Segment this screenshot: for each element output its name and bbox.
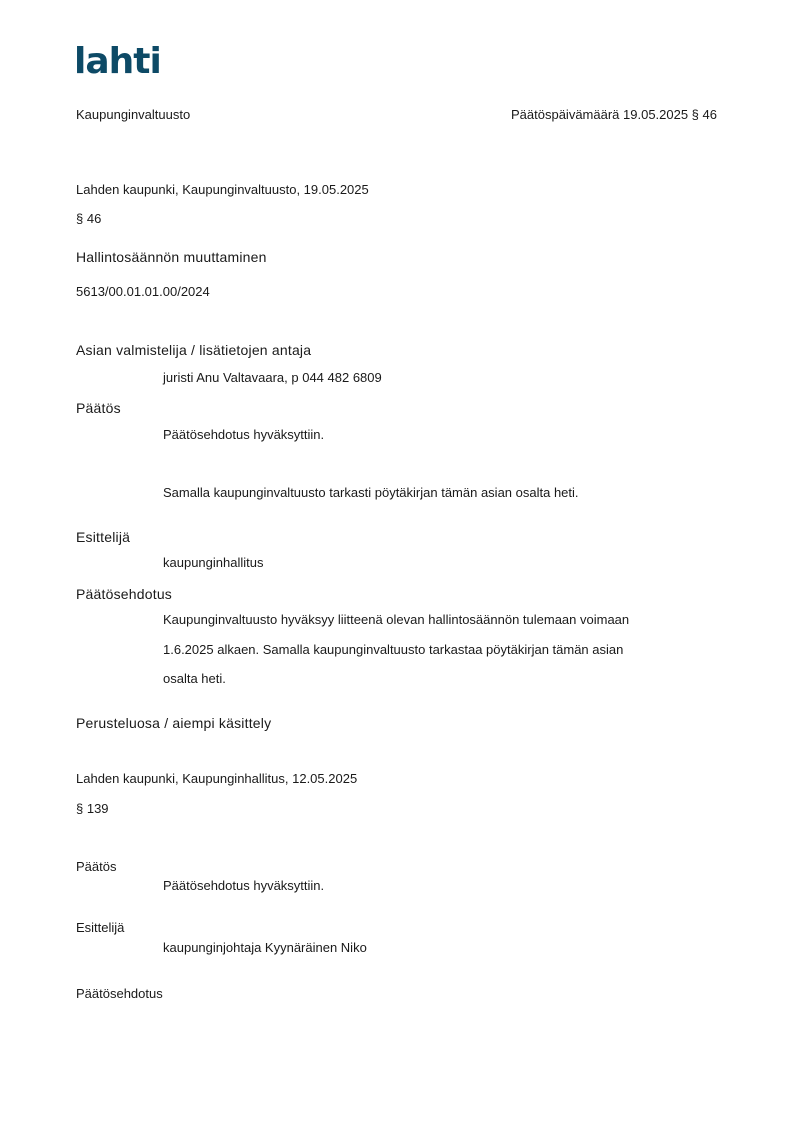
decision-value: Päätösehdotus hyväksyttiin.	[163, 427, 325, 442]
presenter-label: Esittelijä	[76, 529, 131, 545]
proposal-line: 1.6.2025 alkaen. Samalla kaupunginvaltuusto tarkastaa pöytäkirjan tämän asian	[163, 642, 624, 657]
lahti-logo	[74, 40, 161, 84]
matter-title: Hallintosäännön muuttaminen	[76, 249, 267, 265]
previous-place-line: Lahden kaupunki, Kaupunginhallitus, 12.05.2025	[76, 771, 358, 786]
previous-presenter-label: Esittelijä	[76, 920, 125, 935]
decision-value-2: Samalla kaupunginvaltuusto tarkasti pöytäkirjan tämän asian osalta heti.	[163, 485, 579, 500]
background-label: Perusteluosa / aiempi käsittely	[76, 715, 272, 731]
proposal-label: Päätösehdotus	[76, 586, 173, 602]
proposal-line: osalta heti.	[163, 671, 226, 686]
organ-name: Kaupunginvaltuusto	[76, 107, 191, 122]
preparer-label: Asian valmistelija / lisätietojen antaja	[76, 342, 312, 358]
record-id: 5613/00.01.01.00/2024	[76, 284, 210, 299]
previous-presenter-value: kaupunginjohtaja Kyynäräinen Niko	[163, 940, 367, 955]
meeting-place-line: Lahden kaupunki, Kaupunginvaltuusto, 19.05.2025	[76, 182, 369, 197]
previous-decision-label: Päätös	[76, 859, 117, 874]
previous-decision-value: Päätösehdotus hyväksyttiin.	[163, 878, 325, 893]
section-number: § 46	[76, 211, 102, 226]
proposal-line: Kaupunginvaltuusto hyväksyy liitteenä olevan hallintosäännön tulemaan voimaan	[163, 612, 630, 627]
previous-section-number: § 139	[76, 801, 109, 816]
logo-text: lahti	[74, 41, 161, 82]
preparer-value: juristi Anu Valtavaara, p 044 482 6809	[163, 370, 382, 385]
presenter-value: kaupunginhallitus	[163, 555, 264, 570]
decision-date: Päätöspäivämäärä 19.05.2025 § 46	[511, 107, 717, 122]
previous-proposal-label: Päätösehdotus	[76, 986, 163, 1001]
decision-label: Päätös	[76, 400, 121, 416]
